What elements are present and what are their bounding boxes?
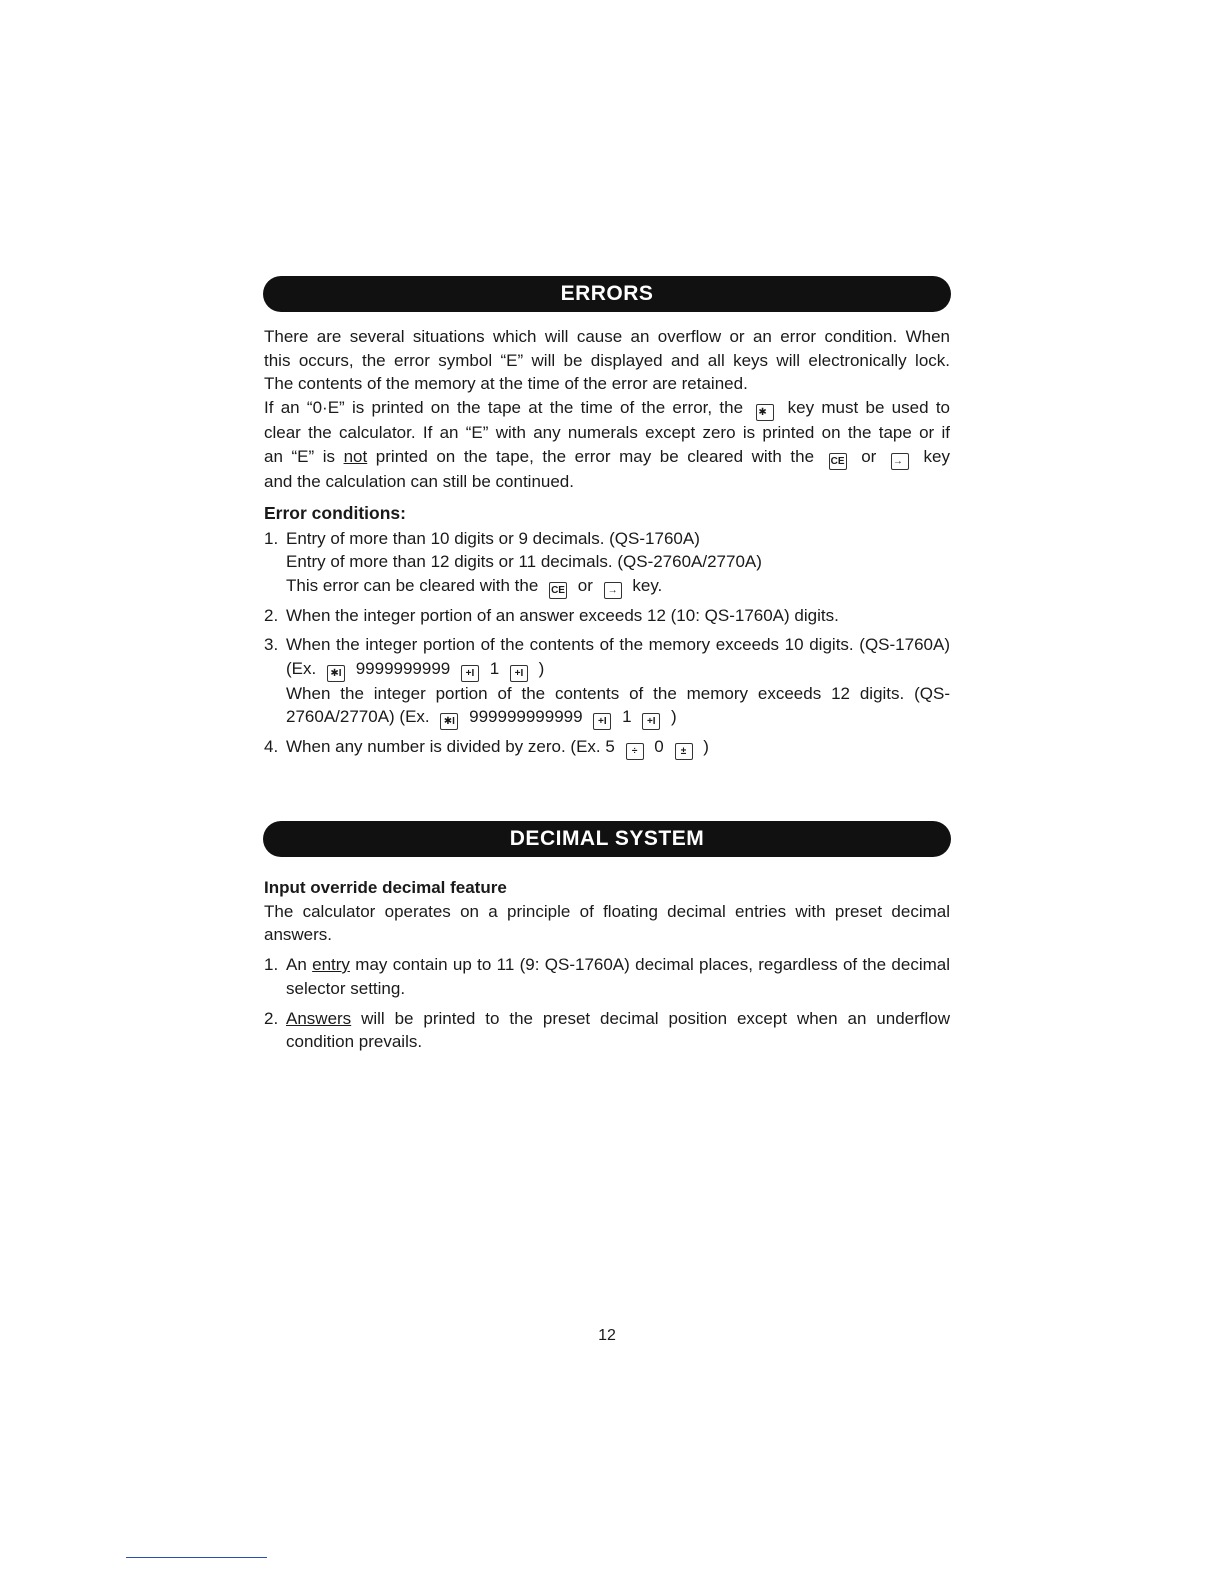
- list-item: [264, 633, 950, 730]
- errors-heading: ERRORS: [560, 282, 654, 305]
- star-key-icon: ✱: [756, 404, 774, 421]
- page-number: 12: [598, 1327, 616, 1344]
- text: 999999999999: [469, 707, 583, 727]
- text: selector setting.: [286, 978, 406, 998]
- text: Entry of more than 10 digits or 9 decimals. (QS-1760A): [286, 528, 700, 548]
- text-line: [286, 1007, 950, 1031]
- errors-clear-line: [264, 445, 950, 470]
- list-number: 4.: [264, 737, 279, 757]
- arrow-key-icon: →: [891, 453, 909, 470]
- text-line: [286, 657, 950, 682]
- text: or: [577, 576, 593, 596]
- text: ): [671, 707, 677, 727]
- plus-i-key-icon: +I: [593, 713, 611, 730]
- text: an “E” is: [264, 446, 335, 466]
- list-item: [264, 604, 950, 628]
- text: This error can be cleared with the: [286, 576, 539, 596]
- text: An: [286, 955, 307, 975]
- text-line: [286, 953, 950, 977]
- text: condition prevails.: [286, 1032, 423, 1052]
- text: answers.: [264, 925, 333, 945]
- list-item: [264, 953, 950, 1000]
- text: key.: [632, 576, 663, 596]
- text: may contain up to 11 (9: QS-1760A) decimal places, regardless of the decimal: [355, 955, 950, 975]
- text: If an “0·E” is printed on the tape at the time of the error, the: [264, 398, 744, 418]
- text: Entry of more than 12 digits or 11 decimals. (QS-2760A/2770A): [286, 552, 762, 572]
- star-i-key-icon: ✱I: [327, 665, 345, 682]
- text: When the integer portion of the contents of the memory exceeds 12 digits. (QS-: [286, 683, 950, 703]
- decimal-heading-banner: [263, 821, 951, 857]
- error-conditions-heading: Error conditions:: [264, 503, 406, 523]
- plus-i-key-icon: +I: [510, 665, 528, 682]
- divide-key-icon: ÷: [626, 743, 644, 760]
- decimal-subheading: Input override decimal feature: [264, 878, 507, 897]
- text: or: [861, 446, 877, 466]
- list-number: 1.: [264, 955, 279, 975]
- text: When any number is divided by zero. (Ex. 5: [286, 737, 615, 757]
- list-number: 1.: [264, 528, 279, 548]
- text-line: [286, 705, 950, 730]
- text-line: [286, 735, 950, 760]
- errors-intro: [264, 325, 950, 494]
- underlined-text: not: [343, 446, 368, 466]
- errors-intro-line: There are several situations which will cause an overflow or an error condition. When: [264, 327, 950, 346]
- list-item: [264, 527, 950, 599]
- plus-i-key-icon: +I: [461, 665, 479, 682]
- text: When the integer portion of an answer exceeds 12 (10: QS-1760A) digits.: [286, 606, 839, 626]
- list-number: 2.: [264, 606, 279, 626]
- underlined-text: entry: [312, 955, 350, 975]
- text-line: [286, 574, 950, 599]
- text: ): [703, 737, 709, 757]
- list-number: 2.: [264, 1008, 279, 1028]
- error-conditions: [264, 502, 950, 760]
- errors-clear-line: and the calculation can still be continued.: [264, 471, 574, 491]
- plus-i-key-icon: +I: [642, 713, 660, 730]
- errors-intro-line: this occurs, the error symbol “E” will be displayed and all keys will electronically lock.: [264, 350, 950, 370]
- errors-intro-line: The contents of the memory at the time of the error are retained.: [264, 374, 748, 394]
- text: printed on the tape, the error may be cleared with the: [375, 446, 815, 466]
- list-item: [264, 1007, 950, 1054]
- decimal-heading: DECIMAL SYSTEM: [509, 827, 705, 850]
- text: 1: [489, 658, 500, 678]
- ce-key-icon: CE: [829, 453, 847, 470]
- text: The calculator operates on a principle of floating decimal entries with preset decimal: [264, 901, 950, 921]
- text: 9999999999: [355, 658, 451, 678]
- list-number: 3.: [264, 634, 279, 654]
- footer-rule: [126, 1557, 267, 1558]
- errors-clear-line: [264, 396, 950, 421]
- list-item: [264, 735, 950, 760]
- ce-key-icon: CE: [549, 582, 567, 599]
- text: will be printed to the preset decimal position except when an underflow: [361, 1008, 951, 1028]
- arrow-key-icon: →: [604, 582, 622, 599]
- text: key must be used to: [787, 398, 951, 418]
- text: 0: [654, 737, 664, 757]
- total-key-icon: ±: [675, 743, 693, 760]
- text: ): [538, 658, 545, 678]
- errors-heading-banner: [263, 276, 951, 312]
- errors-clear-line: clear the calculator. If an “E” with any numerals except zero is printed on the tape or if: [264, 423, 950, 443]
- text: (Ex.: [286, 658, 317, 678]
- text: When the integer portion of the contents of the memory exceeds 10 digits. (QS-1760A): [286, 634, 950, 654]
- star-i-key-icon: ✱I: [440, 713, 458, 730]
- text: key: [923, 446, 950, 466]
- text: 2760A/2770A) (Ex.: [286, 707, 430, 727]
- text: 1: [622, 707, 632, 727]
- underlined-text: Answers: [286, 1008, 352, 1028]
- decimal-section: [264, 876, 950, 1054]
